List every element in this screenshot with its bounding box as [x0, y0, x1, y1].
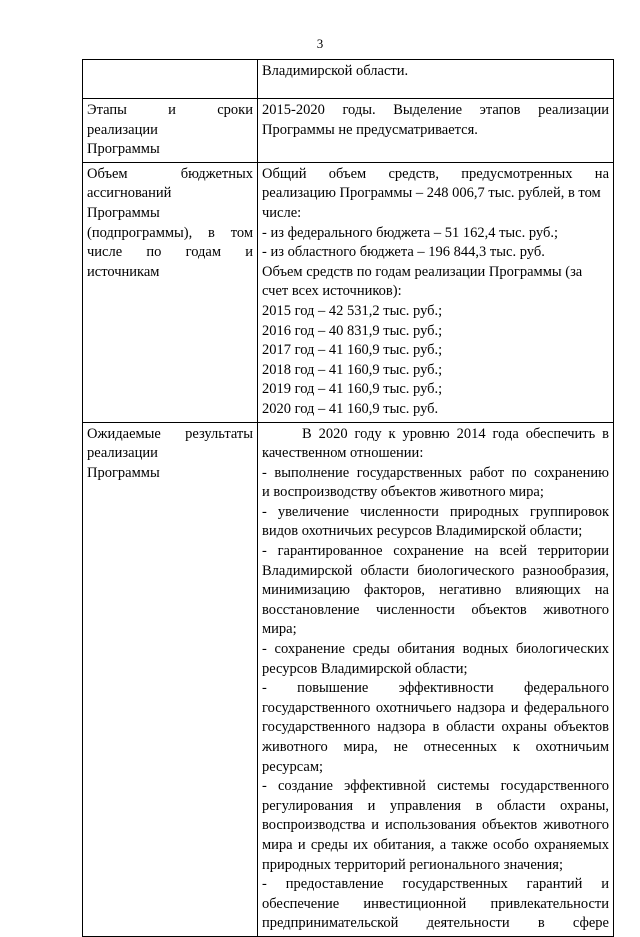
value-line: обеспечение инвестиционной привлекательности — [262, 895, 609, 912]
table-row — [83, 422, 614, 936]
value-line: 2017 год – 41 160,9 тыс. руб.; — [262, 342, 443, 359]
value-line: 2016 год – 40 831,9 тыс. руб.; — [262, 322, 443, 339]
value-line: и воспроизводству объектов животного мира; — [262, 484, 544, 501]
value-line: - из областного бюджета – 196 844,3 тыс. руб. — [262, 244, 545, 261]
label-line: Этапы и сроки — [87, 102, 253, 118]
value-line: государственного надзора в области охраны объектов — [262, 719, 609, 736]
value-line: 2015-2020 годы. Выделение этапов реализации — [262, 102, 609, 118]
value-line: Владимирской области. — [262, 63, 409, 79]
value-line: ресурсам; — [262, 758, 324, 775]
value-line: видов охотничьих ресурсов Владимирской области; — [262, 523, 583, 540]
value-line: природных территорий регионального значения; — [262, 856, 564, 873]
value-line: ресурсов Владимирской области; — [262, 660, 468, 677]
label-line: реализации — [87, 121, 158, 138]
label-line: источникам — [87, 263, 160, 280]
value-line: предпринимательской деятельности в сфере — [262, 915, 609, 932]
value-line: регулирования и управления в области охраны, — [262, 797, 609, 814]
value-line: 2015 год – 42 531,2 тыс. руб.; — [262, 302, 443, 319]
value-line: минимизацию факторов, негативно влияющих на — [262, 582, 609, 599]
value-line: счет всех источников): — [262, 283, 402, 300]
value-line: мира и среды их обитания, а также особо охраняемых — [262, 836, 609, 853]
row-value-cell — [258, 99, 614, 163]
value-line: - из федерального бюджета – 51 162,4 тыс. руб.; — [262, 224, 559, 241]
row-label-cell — [83, 422, 258, 936]
value-line: - увеличение численности природных группировок — [262, 503, 609, 520]
value-line: - сохранение среды обитания водных биологических — [262, 641, 609, 658]
value-line: 2020 год – 41 160,9 тыс. руб. — [262, 400, 439, 417]
program-passport-table — [82, 59, 614, 937]
label-line: числе по годам и — [87, 244, 253, 261]
value-line: 2019 год – 41 160,9 тыс. руб.; — [262, 381, 443, 398]
value-line: восстановление численности объектов животного — [262, 601, 609, 618]
label-line: Программы — [87, 204, 160, 221]
table-row — [83, 162, 614, 422]
row-label-cell — [83, 162, 258, 422]
value-line: Программы не предусматривается. — [262, 121, 478, 138]
value-line: мира; — [262, 621, 297, 638]
value-line: В 2020 году к уровню 2014 года обеспечить в — [302, 425, 609, 442]
value-line: Владимирской области биологического разнообразия, — [262, 562, 609, 579]
table-row — [83, 99, 614, 163]
value-line: государственного охотничьего надзора и федерального — [262, 699, 609, 716]
page-number: 3 — [316, 36, 324, 51]
value-line: качественном отношении: — [262, 445, 424, 462]
value-line: воспроизводства и использования объектов животного — [262, 817, 609, 834]
label-line: Программы — [87, 141, 160, 158]
value-line: Объем средств по годам реализации Программы (за — [262, 263, 583, 280]
label-line: ассигнований — [87, 185, 172, 202]
row-label-cell — [83, 99, 258, 163]
value-line: - повышение эффективности федерального — [262, 680, 609, 697]
label-line: Ожидаемые результаты — [87, 425, 253, 442]
value-line: 2018 год – 41 160,9 тыс. руб.; — [262, 361, 443, 378]
label-line: (подпрограммы), в том — [87, 224, 253, 241]
value-line: - гарантированное сохранение на всей территории — [262, 543, 609, 560]
value-line: реализацию Программы – 248 006,7 тыс. рублей, в том — [262, 185, 601, 202]
label-line: Объем бюджетных — [87, 165, 253, 182]
label-line: Программы — [87, 464, 160, 481]
value-line: животного мира, не отнесенных к охотничьим — [262, 739, 609, 755]
label-line: реализации — [87, 445, 158, 462]
row-value-cell — [258, 60, 614, 99]
value-line: числе: — [262, 204, 302, 221]
row-value-cell — [258, 422, 614, 936]
row-label-cell — [83, 60, 258, 99]
value-line: - создание эффективной системы государственного — [262, 778, 609, 795]
table-row — [83, 60, 614, 99]
value-line: - предоставление государственных гарантий и — [262, 876, 609, 893]
value-line: - выполнение государственных работ по сохранению — [262, 464, 609, 481]
value-line: Общий объем средств, предусмотренных на — [262, 165, 609, 182]
row-value-cell — [258, 162, 614, 422]
